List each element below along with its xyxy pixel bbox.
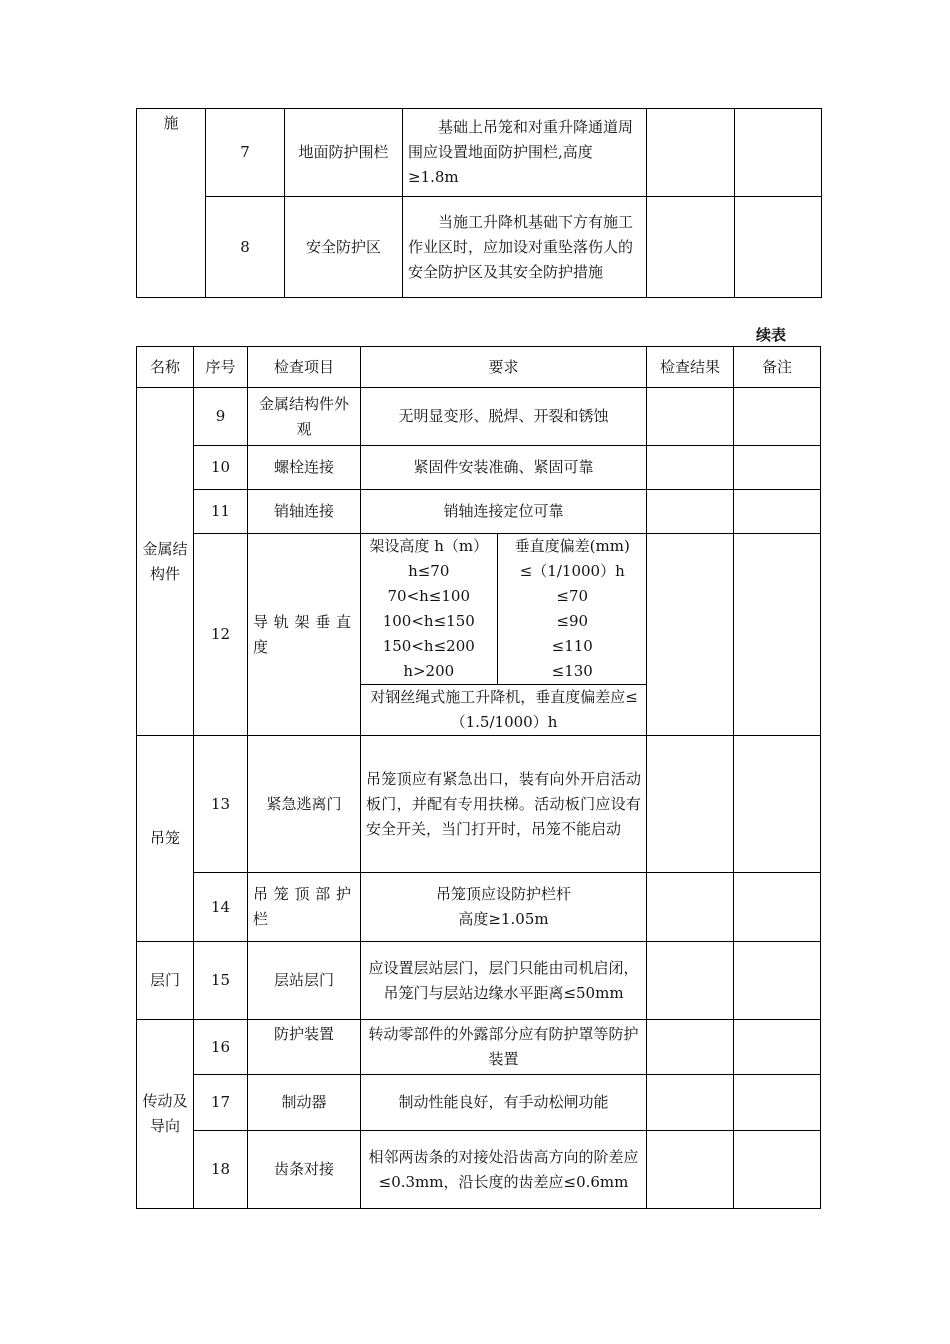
header-name: 名称 <box>137 347 194 388</box>
deviation-value: ≤110 <box>551 637 593 655</box>
remark-cell <box>734 873 821 942</box>
check-result-cell <box>647 1131 734 1209</box>
category-cell: 施 <box>137 109 206 298</box>
requirement: 相邻两齿条的对接处沿齿高方向的阶差应≤0.3mm，沿长度的齿差应≤0.6mm <box>361 1131 647 1209</box>
remark-cell <box>734 1020 821 1075</box>
row-number: 10 <box>194 446 248 490</box>
group-metal: 金属结构件 <box>137 388 194 736</box>
row-number: 11 <box>194 490 248 534</box>
wire-rope-note: 对钢丝绳式施工升降机，垂直度偏差应≤（1.5/1000）h <box>361 685 647 736</box>
requirement: 基础上吊笼和对重升降通道周围应设置地面防护围栏,高度≥1.8m <box>403 109 647 197</box>
row-number: 8 <box>206 197 285 298</box>
check-result-cell <box>647 942 734 1020</box>
requirement: 制动性能良好，有手动松闸功能 <box>361 1075 647 1131</box>
col-height-header: 架设高度 h（m） <box>361 534 497 559</box>
requirement: 无明显变形、脱焊、开裂和锈蚀 <box>361 388 647 446</box>
remark-cell <box>734 1075 821 1131</box>
group-drive: 传动及导向 <box>137 1020 194 1209</box>
header-remark: 备注 <box>734 347 821 388</box>
requirement-verticality <box>361 534 647 736</box>
remark-cell <box>735 109 822 197</box>
col-deviation-header: 垂直度偏差(mm) <box>514 537 630 555</box>
height-range: h>200 <box>361 659 497 685</box>
row-number: 17 <box>194 1075 248 1131</box>
requirement-guardrail <box>361 873 647 942</box>
row-number: 7 <box>206 109 285 197</box>
check-item: 层站层门 <box>248 942 361 1020</box>
check-item: 螺栓连接 <box>248 446 361 490</box>
header-number: 序号 <box>194 347 248 388</box>
deviation-value: ≤90 <box>556 612 589 630</box>
row-number: 12 <box>194 534 248 736</box>
header-check-result: 检查结果 <box>647 347 734 388</box>
header-requirement: 要求 <box>361 347 647 388</box>
check-item: 吊笼顶部护栏 <box>248 873 361 942</box>
requirement-line: 吊笼顶应设防护栏杆 <box>435 885 571 903</box>
header-row <box>137 347 821 388</box>
row-number: 9 <box>194 388 248 446</box>
row-number: 14 <box>194 873 248 942</box>
check-result-cell <box>647 490 734 534</box>
check-result-cell <box>647 197 735 298</box>
requirement: 转动零部件的外露部分应有防护罩等防护装置 <box>361 1020 647 1075</box>
requirement: 紧固件安装准确、紧固可靠 <box>361 446 647 490</box>
requirement: 应设置层站层门，层门只能由司机启闭，吊笼门与层站边缘水平距离≤50mm <box>361 942 647 1020</box>
check-result-cell <box>647 109 735 197</box>
requirement: 当施工升降机基础下方有施工作业区时，应加设对重坠落伤人的安全防护区及其安全防护措施 <box>403 197 647 298</box>
check-result-cell <box>647 1020 734 1075</box>
check-result-cell <box>647 736 734 873</box>
row-number: 13 <box>194 736 248 873</box>
requirement: 吊笼顶应有紧急出口，装有向外开启活动板门，并配有专用扶梯。活动板门应设有安全开关，当门打开时，吊笼不能启动 <box>361 736 647 873</box>
verticality-subtable <box>361 534 647 735</box>
remark-cell <box>734 490 821 534</box>
row-number: 18 <box>194 1131 248 1209</box>
remark-cell <box>734 446 821 490</box>
check-result-cell <box>647 873 734 942</box>
remark-cell <box>734 534 821 736</box>
height-range: 150<h≤200 <box>361 634 497 659</box>
check-item: 齿条对接 <box>248 1131 361 1209</box>
check-item: 安全防护区 <box>285 197 403 298</box>
check-result-cell <box>647 534 734 736</box>
height-range: h≤70 <box>361 559 497 584</box>
group-door: 层门 <box>137 942 194 1020</box>
inspection-table-part1 <box>136 108 822 298</box>
row-number: 15 <box>194 942 248 1020</box>
requirement-line: 高度≥1.05m <box>458 910 549 928</box>
check-item: 销轴连接 <box>248 490 361 534</box>
remark-cell <box>734 388 821 446</box>
height-range: 100<h≤150 <box>361 609 497 634</box>
deviation-value: ≤130 <box>551 662 593 680</box>
requirement: 销轴连接定位可靠 <box>361 490 647 534</box>
header-check-item: 检查项目 <box>248 347 361 388</box>
check-item: 导轨架垂直度 <box>248 534 361 736</box>
continued-label: 续表 <box>756 326 787 344</box>
deviation-value: ≤（1/1000）h <box>519 562 625 580</box>
remark-cell <box>735 197 822 298</box>
remark-cell <box>734 1131 821 1209</box>
remark-cell <box>734 942 821 1020</box>
deviation-value: ≤70 <box>556 587 589 605</box>
remark-cell <box>734 736 821 873</box>
check-item: 防护装置 <box>248 1020 361 1075</box>
height-range: 70<h≤100 <box>361 584 497 609</box>
check-item: 地面防护围栏 <box>285 109 403 197</box>
row-number: 16 <box>194 1020 248 1075</box>
check-result-cell <box>647 388 734 446</box>
check-result-cell <box>647 1075 734 1131</box>
check-item: 制动器 <box>248 1075 361 1131</box>
check-item: 金属结构件外观 <box>248 388 361 446</box>
inspection-table-part2 <box>136 346 821 1209</box>
check-item: 紧急逃离门 <box>248 736 361 873</box>
check-result-cell <box>647 446 734 490</box>
group-cage: 吊笼 <box>137 736 194 942</box>
